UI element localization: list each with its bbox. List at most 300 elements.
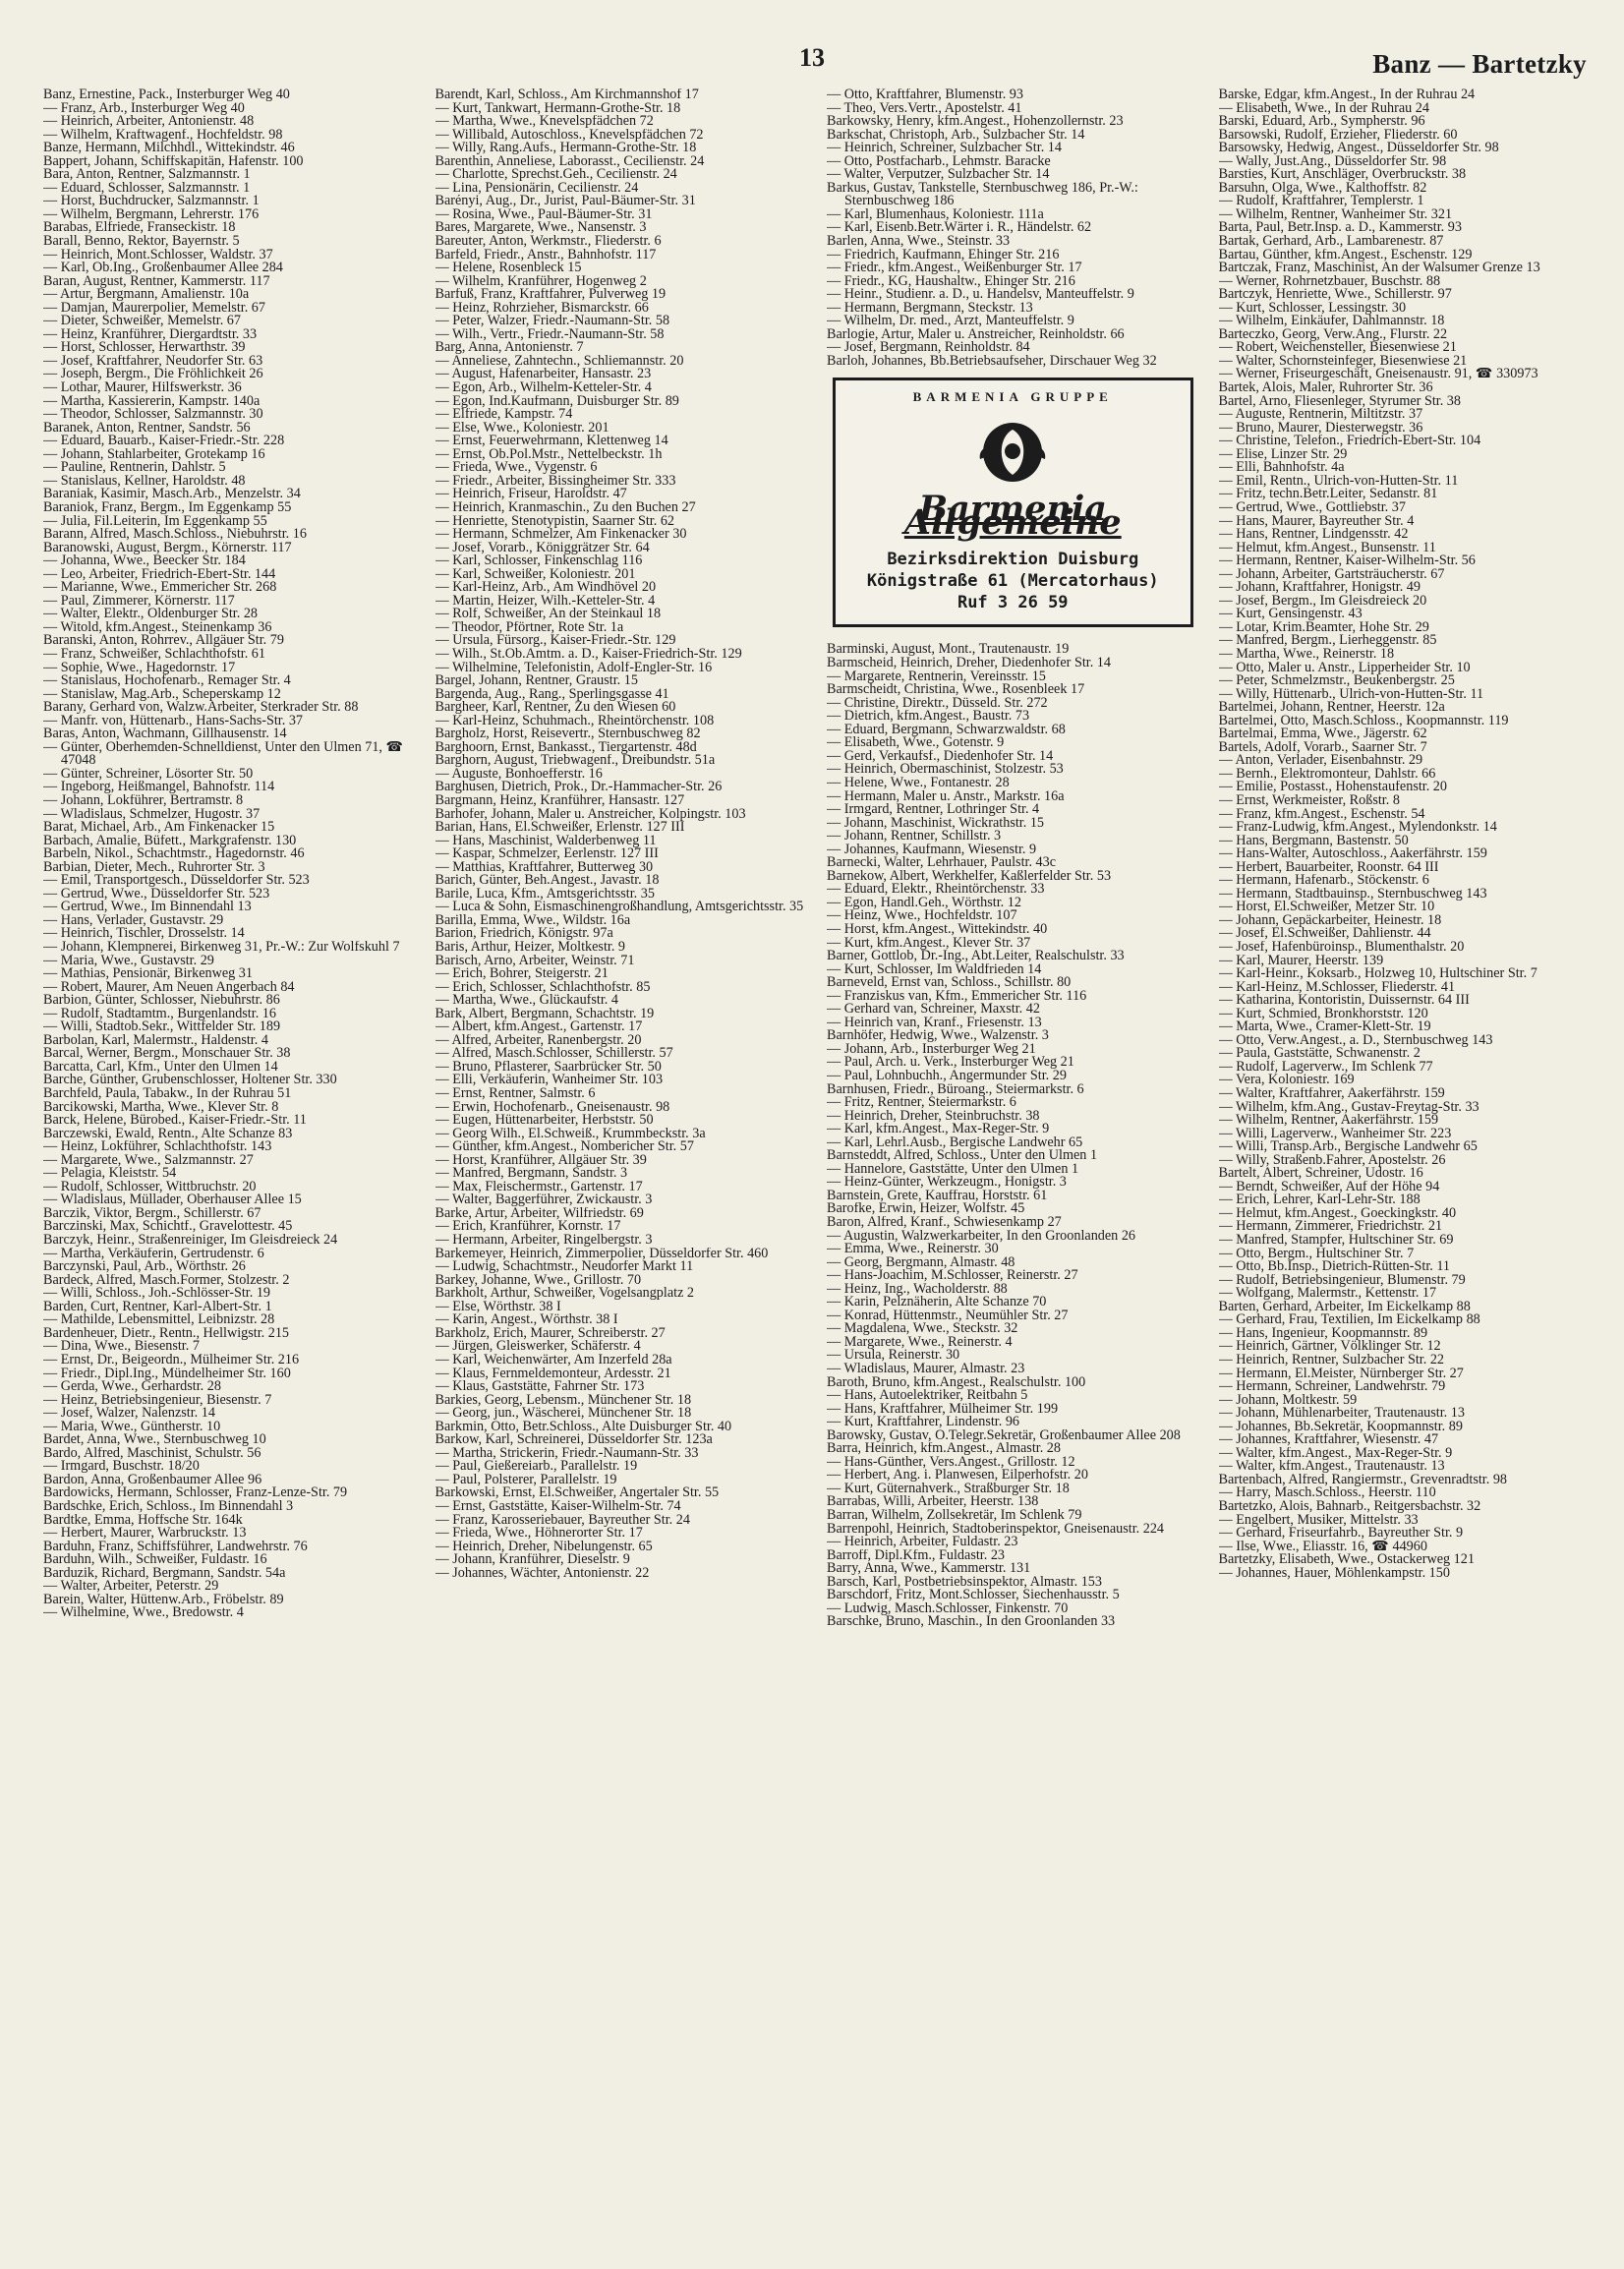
directory-entry: — Heinrich, Arbeiter, Antonienstr. 48 [43,115,255,129]
directory-entry: Baranek, Anton, Rentner, Sandstr. 56 [43,421,251,436]
directory-entry: Barschdorf, Fritz, Mont.Schlosser, Siechenhausstr. 5 [827,1589,1120,1602]
directory-entry: — Walter, Kraftfahrer, Aakerfährstr. 159 [1218,1087,1445,1101]
directory-entry: Barion, Friedrich, Königstr. 97a [435,927,613,941]
directory-entry: — Karl-Heinz, Arb., Am Windhövel 20 [435,581,657,595]
directory-entry: — Gertrud, Wwe., Im Binnendahl 13 [43,901,252,914]
directory-entry: — Ernst, Werkmeister, Roßstr. 8 [1218,793,1400,808]
directory-entry: Bardschke, Erich, Schloss., Im Binnendahl 3 [43,1499,294,1514]
directory-entry: — Elisabeth, Wwe., Gotenstr. 9 [827,736,1005,750]
directory-entry: — Margarete, Wwe., Reinerstr. 4 [827,1335,1013,1350]
directory-entry: Barofke, Erwin, Heizer, Wolfstr. 45 [827,1202,1025,1216]
directory-entry: — Otto, Kraftfahrer, Blumenstr. 93 [827,88,1023,102]
directory-entry: — Martha, Verkäuferin, Gertrudenstr. 6 [43,1247,264,1261]
directory-entry: Barczynski, Paul, Arb., Wörthstr. 26 [43,1260,246,1274]
directory-entry: — Walter, Verputzer, Sulzbacher Str. 14 [827,168,1050,182]
directory-entry: — Fritz, techn.Betr.Leiter, Sedanstr. 81 [1218,488,1438,501]
directory-entry: — Martha, Wwe., Glückaufstr. 4 [435,994,618,1008]
directory-entry: Barkemeyer, Heinrich, Zimmerpolier, Düsseldorfer Str. 460 [435,1247,769,1261]
directory-entry: — Heinrich, Obermaschinist, Stolzestr. 53 [827,763,1064,777]
directory-entry: — Erich, Schlosser, Schlachthofstr. 85 [435,980,651,995]
directory-entry: — Gertrud, Wwe., Düsseldorfer Str. 523 [43,887,270,902]
directory-entry: Baris, Arthur, Heizer, Moltkestr. 9 [435,941,626,955]
ad-office: Bezirksdirektion Duisburg [887,550,1139,570]
page-number: 13 [799,43,825,72]
directory-entry: — Karl, Weichenwärter, Am Inzerfeld 28a [435,1353,672,1367]
directory-entry: — Paul, Lohnbuchh., Angermunder Str. 29 [827,1069,1067,1083]
directory-entry: Barran, Wilhelm, Zollsekretär, Im Schlenk 79 [827,1509,1082,1523]
directory-entry: — Heinrich van, Kranf., Friesenstr. 13 [827,1016,1042,1030]
directory-entry: — Peter, Schmelzmstr., Beukenbergstr. 25 [1218,674,1455,688]
directory-entry: Barczik, Viktor, Bergm., Schillerstr. 67 [43,1206,261,1221]
directory-entry: — Kaspar, Schmelzer, Eerlenstr. 127 III [435,847,659,861]
directory-entry: — Karl-Heinr., Koksarb., Holzweg 10, Hultschiner Str. 7 [1218,967,1537,981]
directory-entry: — Eduard, Bergmann, Schwarzwaldstr. 68 [827,723,1066,737]
directory-entry: — Stanislaus, Hochofenarb., Remager Str. 4 [43,674,291,688]
directory-entry: — Horst, El.Schweißer, Metzer Str. 10 [1218,901,1435,914]
directory-entry: — Friedr., Arbeiter, Bissingheimer Str. 333 [435,474,676,489]
directory-entry: — Martha, Wwe., Knevelspfädchen 72 [435,115,654,129]
directory-entry: — Kurt, kfm.Angest., Klever Str. 37 [827,936,1031,951]
directory-entry: Barsuhn, Olga, Wwe., Kalthoffstr. 82 [1218,181,1427,196]
directory-entry: Bares, Margarete, Wwe., Nansenstr. 3 [435,221,647,236]
directory-entry: — Josef, El.Schweißer, Dahlienstr. 44 [1218,927,1431,941]
directory-entry: — Paul, Polsterer, Parallelstr. 19 [435,1473,617,1487]
directory-entry: Barta, Paul, Betr.Insp. a. D., Kammerstr. 93 [1218,221,1462,236]
directory-entry: — Witold, kfm.Angest., Steinenkamp 36 [43,620,272,635]
directory-entry: — Robert, Maurer, Am Neuen Angerbach 84 [43,980,295,995]
directory-entry: Barkey, Johanne, Wwe., Grillostr. 70 [435,1273,642,1288]
directory-entry: — Willy, Hüttenarb., Ulrich-von-Hutten-Str. 11 [1218,687,1484,702]
directory-entry: Barsch, Karl, Postbetriebsinspektor, Almastr. 153 [827,1575,1102,1590]
directory-entry: — Heinrich, Rentner, Sulzbacher Str. 22 [1218,1353,1445,1367]
column-4 [1219,88,1592,2251]
directory-entry: — Heinrich, Schreiner, Sulzbacher Str. 14 [827,142,1062,155]
directory-entry: — Dietrich, kfm.Angest., Baustr. 73 [827,710,1030,724]
directory-entry: — Klaus, Gaststätte, Fahrner Str. 173 [435,1380,645,1394]
directory-entry: — Heinz, Kranführer, Diergardtstr. 33 [43,327,258,342]
directory-entry: — Wilhelm, Rentner, Wanheimer Str. 321 [1218,207,1453,222]
directory-entry: — Hans, Bergmann, Bastenstr. 50 [1218,834,1409,848]
directory-entry: — Kurt, Schmied, Bronkhorststr. 120 [1218,1007,1428,1021]
directory-entry: — Walter, Elektr., Oldenburger Str. 28 [43,608,259,621]
directory-entry: — Wilhelm, Dr. med., Arzt, Manteuffelstr. 9 [827,315,1074,328]
directory-entry: — Josef, Kraftfahrer, Neudorfer Str. 63 [43,354,263,369]
directory-entry: Bartelmei, Otto, Masch.Schloss., Koopmannstr. 119 [1218,714,1509,728]
directory-entry: — Katharina, Kontoristin, Duissernstr. 64 III [1218,994,1470,1008]
directory-entry: Bartelmei, Johann, Rentner, Heerstr. 12a [1218,701,1445,715]
directory-entry: Barall, Benno, Rektor, Bayernstr. 5 [43,235,240,249]
directory-entry: — Dieter, Schweißer, Memelstr. 67 [43,315,241,328]
directory-entry: — Franz, Karosseriebauer, Bayreuther Str. 24 [435,1513,690,1528]
directory-entry: — Gerd, Verkaufsf., Diedenhofer Str. 14 [827,749,1054,764]
directory-entry: Barcal, Werner, Bergm., Monschauer Str. 38 [43,1047,291,1061]
directory-entry: Barlogie, Artur, Maler u. Anstreicher, Reinholdstr. 66 [827,327,1125,342]
directory-entry: — Otto, Maler u. Anstr., Lipperheider Str. 10 [1218,661,1471,675]
directory-entry: — Julia, Fil.Leiterin, Im Eggenkamp 55 [43,514,267,529]
directory-entry: — Josef, Bergmann, Reinholdstr. 84 [827,341,1030,355]
directory-entry: Barghorn, August, Triebwagenf., Dreibundstr. 51a [435,754,716,768]
directory-entry: — Christine, Direktr., Düsseld. Str. 272 [827,696,1048,711]
directory-entry: Barkholt, Arthur, Schweißer, Vogelsangplatz 2 [435,1287,695,1301]
directory-entry: — Karl, kfm.Angest., Max-Reger-Str. 9 [827,1123,1050,1136]
directory-entry: — Gertrud, Wwe., Gottliebstr. 37 [1218,500,1406,515]
directory-entry: — Alfred, Arbeiter, Ranenbergstr. 20 [435,1033,642,1048]
directory-entry: — Martha, Kassiererin, Kampstr. 140a [43,394,261,409]
directory-entry: — Joseph, Bergm., Die Fröhlichkeit 26 [43,368,263,382]
directory-entry: Bark, Albert, Bergmann, Schachtstr. 19 [435,1007,655,1021]
directory-entry: Barnhöfer, Hedwig, Wwe., Walzenstr. 3 [827,1029,1049,1043]
column-2 [435,88,808,2251]
directory-entry: Bardowicks, Hermann, Schlosser, Franz-Lenze-Str. 79 [43,1486,348,1500]
directory-entry: Bargel, Johann, Rentner, Graustr. 15 [435,674,638,688]
directory-entry: — Harry, Masch.Schloss., Heerstr. 110 [1218,1486,1436,1500]
directory-entry: — Kurt, Tankwart, Hermann-Grothe-Str. 18 [435,101,681,116]
directory-entry: Bartczyk, Henriette, Wwe., Schillerstr. 97 [1218,288,1452,302]
directory-entry: — Johannes, Hauer, Möhlenkampstr. 150 [1218,1566,1450,1581]
directory-entry: Banz, Ernestine, Pack., Insterburger Weg 40 [43,88,290,102]
directory-entry: — Karin, Angest., Wörthstr. 38 I [435,1313,618,1327]
directory-entry: Barry, Anna, Wwe., Kammerstr. 131 [827,1562,1031,1576]
directory-entry: Barnsteddt, Alfred, Schloss., Unter den Ulmen 1 [827,1149,1098,1163]
directory-entry: — Wilhelm, Rentner, Aakerfährstr. 159 [1218,1114,1439,1128]
directory-entry: — Hermann, Bergmann, Steckstr. 13 [827,301,1033,316]
directory-entry: Bargheer, Karl, Rentner, Zu den Wiesen 60 [435,701,676,715]
directory-entry: Bartelmai, Emma, Wwe., Jägerstr. 62 [1218,727,1427,741]
directory-entry: — Friedr., kfm.Angest., Weißenburger Str. 17 [827,262,1082,275]
directory-entry: Banze, Hermann, Milchhdl., Wittekindstr. 46 [43,142,295,155]
directory-entry: Barabas, Elfriede, Franseckistr. 18 [43,221,236,236]
directory-entry: — Kurt, Schlosser, Im Waldfrieden 14 [827,962,1042,977]
directory-entry: Barile, Luca, Kfm., Amtsgerichtsstr. 35 [435,887,655,902]
directory-entry: — Rudolf, Betriebsingenieur, Blumenstr. 79 [1218,1273,1466,1288]
directory-entry: — Heinz, Wwe., Hochfeldstr. 107 [827,909,1017,923]
directory-entry: Barten, Gerhard, Arbeiter, Im Eickelkamp 88 [1218,1300,1471,1314]
directory-entry: Barkschat, Christoph, Arb., Sulzbacher Str. 14 [827,128,1085,143]
directory-entry: Bardo, Alfred, Maschinist, Schulstr. 56 [43,1446,261,1461]
ad-address: Königstraße 61 (Mercatorhaus) [866,571,1159,592]
directory-entry: Baraniak, Kasimir, Masch.Arb., Menzelstr. 34 [43,488,301,501]
directory-entry: Barich, Günter, Beh.Angest., Javastr. 18 [435,874,660,888]
directory-entry: — Günter, Oberhemden-Schnelldienst, Unter den Ulmen 71, ☎ 47048 [43,740,404,768]
ad-group-label: BARMENIA GRUPPE [912,389,1113,405]
directory-entry: Barghusen, Dietrich, Prok., Dr.-Hammacher-Str. 26 [435,781,723,794]
directory-entry: — Friedr., KG, Haushaltw., Ehinger Str. 216 [827,274,1075,289]
directory-entry: — Marta, Wwe., Cramer-Klett-Str. 19 [1218,1020,1431,1034]
directory-entry: Barsowski, Rudolf, Erzieher, Fliederstr. 60 [1218,128,1458,143]
directory-entry: Barteczko, Georg, Verw.Ang., Flurstr. 22 [1218,327,1448,342]
directory-entry: — Frieda, Wwe., Vygenstr. 6 [435,461,598,475]
directory-entry: — Friedrich, Kaufmann, Ehinger Str. 216 [827,248,1060,262]
directory-entry: — Manfred, Bergmann, Sandstr. 3 [435,1167,628,1181]
directory-entry: Bardenheuer, Dietr., Rentn., Hellwigstr. 215 [43,1326,290,1341]
directory-entry: — Otto, Bergm., Hultschiner Str. 7 [1218,1247,1415,1261]
directory-entry: Barcatta, Carl, Kfm., Unter den Ulmen 14 [43,1060,278,1075]
directory-entry: — Heinz-Günter, Werkzeugm., Honigstr. 3 [827,1176,1067,1190]
directory-entry: — Gerhard, Frau, Textilien, Im Eickelkamp 88 [1218,1313,1480,1327]
directory-entry: — Artur, Bergmann, Amalienstr. 10a [43,288,250,302]
directory-entry: — Ernst, Rentner, Salmstr. 6 [435,1087,596,1101]
directory-entry: — Heinrich, Tischler, Drosselstr. 14 [43,927,245,941]
directory-entry: — Ludwig, Masch.Schlosser, Finkenstr. 70 [827,1601,1069,1616]
directory-entry: Barian, Hans, El.Schweißer, Erlenstr. 127 III [435,821,685,835]
directory-entry: Bartau, Günther, kfm.Angest., Eschenstr. 129 [1218,248,1473,262]
directory-entry: — Wilhelm, Kranführer, Hogenweg 2 [435,274,647,289]
directory-entry: — Johann, Arbeiter, Gartsträucherstr. 67 [1218,567,1445,582]
directory-entry: — Johann, Kraftfahrer, Honigstr. 49 [1218,581,1421,595]
directory-entry: — Bernh., Elektromonteur, Dahlstr. 66 [1218,767,1436,782]
directory-entry: — Georg, Bergmann, Almastr. 48 [827,1255,1015,1270]
directory-entry: Barkies, Georg, Lebensm., Münchener Str. 18 [435,1393,692,1408]
directory-entry: Barsowsky, Hedwig, Angest., Düsseldorfer Str. 98 [1218,142,1499,155]
directory-entry: Barat, Michael, Arb., Am Finkenacker 15 [43,821,275,835]
directory-entry: — Helmut, kfm.Angest., Bunsenstr. 11 [1218,541,1436,555]
barmenia-logo-icon [968,408,1057,496]
directory-entry: Barck, Helene, Bürobed., Kaiser-Friedr.-Str. 11 [43,1114,307,1128]
directory-entry: — Walter, Baggerführer, Zwickaustr. 3 [435,1193,653,1207]
directory-entry: — Hermann, Schreiner, Landwehrstr. 79 [1218,1380,1446,1394]
directory-entry: — Johann, Lokführer, Bertramstr. 8 [43,793,244,808]
directory-entry: — Stanislaus, Kellner, Haroldstr. 48 [43,474,246,489]
directory-entry: Barilla, Emma, Wwe., Wildstr. 16a [435,913,631,928]
ad-phone: Ruf 3 26 59 [957,593,1069,613]
directory-entry: Barnecki, Walter, Lehrhauer, Paulstr. 43c [827,856,1057,870]
directory-entry: — Bruno, Pflasterer, Saarbrücker Str. 50 [435,1060,662,1075]
directory-entry: — Alfred, Masch.Schlosser, Schillerstr. 57 [435,1047,673,1061]
directory-entry: Baraniok, Franz, Bergm., Im Eggenkamp 55 [43,500,292,515]
directory-entry: — Ernst, Ob.Pol.Mstr., Nettelbeckstr. 1h [435,447,663,462]
directory-entry: — Ursula, Reinerstr. 30 [827,1349,960,1364]
directory-entry: — Karl, Schweißer, Koloniestr. 201 [435,567,636,582]
directory-entry: Baras, Anton, Wachmann, Gillhausenstr. 14 [43,727,287,741]
directory-entry: — Heinrich, Arbeiter, Fuldastr. 23 [827,1536,1018,1549]
directory-entry: — Karin, Pelznäherin, Alte Schanze 70 [827,1296,1047,1309]
directory-entry: — Wilh., St.Ob.Amtm. a. D., Kaiser-Friedrich-Str. 129 [435,647,742,662]
directory-entry: — Maria, Wwe., Gustavstr. 29 [43,954,214,968]
directory-entry: — Josef, Walzer, Nalenzstr. 14 [43,1407,215,1421]
directory-entry: Bardtke, Emma, Hoffsche Str. 164k [43,1513,243,1528]
directory-entry: — Lothar, Maurer, Hilfswerkstr. 36 [43,381,242,395]
directory-entry: Barein, Walter, Hüttenw.Arb., Fröbelstr. 89 [43,1593,284,1607]
directory-entry: — Margarete, Rentnerin, Vereinsstr. 15 [827,669,1046,684]
directory-entry: Bartel, Arno, Fliesenleger, Styrumer Str. 38 [1218,394,1461,409]
directory-entry: — Willy, Rang.Aufs., Hermann-Grothe-Str. 18 [435,142,697,155]
directory-entry: Barkmin, Otto, Betr.Schloss., Alte Duisburger Str. 40 [435,1420,732,1434]
directory-entry: — Heinrich, Dreher, Steinbruchstr. 38 [827,1109,1040,1124]
directory-entry: — Willi, Lagerverw., Wanheimer Str. 223 [1218,1127,1452,1141]
directory-entry: — Franz-Ludwig, kfm.Angest., Mylendonkstr. 14 [1218,821,1497,835]
directory-entry: — Mathilde, Lebensmittel, Leibnizstr. 28 [43,1313,275,1327]
directory-entry: — Martin, Heizer, Wilh.-Ketteler-Str. 4 [435,594,656,609]
directory-entry: — Paula, Gaststätte, Schwanenstr. 2 [1218,1047,1421,1061]
directory-entry: Barbian, Dieter, Mech., Ruhrorter Str. 3 [43,860,265,875]
directory-entry: — Josef, Vorarb., Königgrätzer Str. 64 [435,541,650,555]
directory-entry: — Wilhelm, Bergmann, Lehrerstr. 176 [43,207,260,222]
directory-entry: — Friedr., Dipl.Ing., Mündelheimer Str. 160 [43,1367,291,1381]
directory-entry: Barghoorn, Ernst, Bankasst., Tiergartenstr. 48d [435,740,697,755]
directory-entry: — Irmgard, Buschstr. 18/20 [43,1460,200,1474]
directory-entry: — Pelagia, Kleiststr. 54 [43,1167,177,1181]
directory-entry: — Egon, Arb., Wilhelm-Ketteler-Str. 4 [435,381,652,395]
directory-entry: Barrabas, Willi, Arbeiter, Heerstr. 138 [827,1495,1039,1510]
directory-entry: — Hans, Maurer, Bayreuther Str. 4 [1218,514,1415,529]
directory-entry: Bartenbach, Alfred, Rangiermstr., Grevenradtstr. 98 [1218,1473,1508,1487]
directory-entry: Barkus, Gustav, Tankstelle, Sternbuschweg 186, Pr.-W.: Sternbuschweg 186 [827,181,1138,208]
directory-entry: — Wilhelmine, Telefonistin, Adolf-Engler-Str. 16 [435,661,713,675]
directory-entry: — Manfred, Bergm., Lierheggenstr. 85 [1218,634,1437,648]
directory-entry: — Ursula, Fürsorg., Kaiser-Friedr.-Str. 129 [435,634,676,648]
directory-entry: — Gerhard van, Schreiner, Maxstr. 42 [827,1003,1040,1017]
directory-entry: Barche, Günther, Grubenschlosser, Holtener Str. 330 [43,1074,337,1088]
directory-entry: — Elli, Bahnhofstr. 4a [1218,461,1345,475]
directory-entry: — Rosina, Wwe., Paul-Bäumer-Str. 31 [435,207,653,222]
directory-entry: — Heinrich, Dreher, Nibelungenstr. 65 [435,1540,653,1554]
directory-entry: Barke, Artur, Arbeiter, Wilfriedstr. 69 [435,1206,644,1221]
directory-entry: — Karl, Maurer, Heerstr. 139 [1218,954,1384,968]
directory-entry: — Rudolf, Lagerverw., Im Schlenk 77 [1218,1060,1433,1075]
directory-entry: — Rudolf, Schlosser, Wittbruchstr. 20 [43,1180,257,1194]
directory-entry: — Hans-Günther, Vers.Angest., Grillostr. 12 [827,1455,1075,1470]
directory-entry: — Leo, Arbeiter, Friedrich-Ebert-Str. 144 [43,567,276,582]
directory-entry: — Eduard, Elektr., Rheintörchenstr. 33 [827,883,1045,897]
directory-entry: Barkowsky, Henry, kfm.Angest., Hohenzollernstr. 23 [827,115,1124,129]
directory-entry: — Heinrich, Friseur, Haroldstr. 47 [435,488,627,501]
directory-entry: — Matthias, Kraftfahrer, Butterweg 30 [435,860,654,875]
directory-entry: Barchfeld, Paula, Tabakw., In der Ruhrau 51 [43,1087,292,1101]
directory-entry: Bara, Anton, Rentner, Salzmannstr. 1 [43,168,251,182]
directory-entry: — Georg Wilh., El.Schweiß., Krummbeckstr. 3a [435,1127,706,1141]
directory-entry: Barrenpohl, Heinrich, Stadtoberinspektor, Gneisenaustr. 224 [827,1522,1165,1537]
directory-entry: — Johannes, Bb.Sekretär, Koopmannstr. 89 [1218,1420,1463,1434]
directory-entry: — Otto, Bb.Insp., Dietrich-Rütten-Str. 11 [1218,1260,1451,1274]
directory-entry: — Werner, Friseurgeschäft, Gneisenaustr. 91, ☎ 330973 [1218,368,1538,382]
directory-entry: — Horst, kfm.Angest., Wittekindstr. 40 [827,922,1048,937]
directory-entry: — Johann, Kranführer, Dieselstr. 9 [435,1553,630,1567]
directory-entry: — Johann, Gepäckarbeiter, Heinestr. 18 [1218,913,1442,928]
directory-entry: Barczewski, Ewald, Rentn., Alte Schanze 83 [43,1127,293,1141]
directory-entry: — Max, Fleischermstr., Gartenstr. 17 [435,1180,643,1194]
directory-entry: — Auguste, Rentnerin, Miltitzstr. 37 [1218,408,1423,422]
directory-entry: — Hermann, Schmelzer, Am Finkenacker 30 [435,528,687,542]
directory-entry: Bargholz, Horst, Reisevertr., Sternbuschweg 82 [435,727,701,741]
directory-entry: Barg, Anna, Antonienstr. 7 [435,341,584,355]
directory-entry: — Sophie, Wwe., Hagedornstr. 17 [43,661,236,675]
directory-entry: — Rolf, Schweißer, An der Steinkaul 18 [435,608,662,621]
directory-entry: — Wilhelm, Kraftwagenf., Hochfeldstr. 98 [43,128,283,143]
directory-entry: Bardet, Anna, Wwe., Sternbuschweg 10 [43,1433,266,1447]
directory-entry: — Willibald, Autoschloss., Knevelspfädchen 72 [435,128,704,143]
directory-entry: — Walter, Schornsteinfeger, Biesenwiese 21 [1218,354,1468,369]
directory-entry: — Eugen, Hüttenarbeiter, Herbststr. 50 [435,1114,654,1128]
directory-entry: — Manfr. von, Hüttenarb., Hans-Sachs-Str. 37 [43,714,304,728]
directory-entry: — Frieda, Wwe., Höhnerorter Str. 17 [435,1527,643,1541]
directory-entry: — Margarete, Wwe., Salzmannstr. 27 [43,1153,254,1168]
directory-entry: — Stanislaw, Mag.Arb., Scheperskamp 12 [43,687,281,702]
directory-entry: — Elise, Linzer Str. 29 [1218,447,1348,462]
directory-entry: — Ingeborg, Heißmangel, Bahnofstr. 114 [43,781,275,794]
directory-entry: — Hans-Walter, Autoschloss., Aakerfährstr. 159 [1218,847,1487,861]
directory-columns [43,88,1591,2251]
directory-entry: — Else, Wwe., Koloniestr. 201 [435,421,609,436]
directory-entry: — Anton, Verlader, Eisenbahnstr. 29 [1218,754,1423,768]
directory-entry: — Ludwig, Schachtmstr., Neudorfer Markt 11 [435,1260,694,1274]
directory-entry: — Wally, Just.Ang., Düsseldorfer Str. 98 [1218,154,1447,169]
directory-entry: Barényi, Aug., Dr., Jurist, Paul-Bäumer-Str. 31 [435,195,696,208]
directory-entry: Barczyk, Heinr., Straßenreiniger, Im Gleisdreieck 24 [43,1234,338,1248]
directory-entry: — Johann, Mühlenarbeiter, Trautenaustr. 13 [1218,1407,1465,1421]
directory-entry: — Helene, Rosenbleck 15 [435,262,582,275]
directory-entry: — Herbert, Ang. i. Planwesen, Eilperhofstr. 20 [827,1469,1088,1483]
directory-entry: — Heinrich, Mont.Schlosser, Waldstr. 37 [43,248,273,262]
directory-entry: — Hermann, Rentner, Kaiser-Wilhelm-Str. 56 [1218,554,1476,568]
directory-entry: — Otto, Postfacharb., Lehmstr. Baracke [827,154,1051,169]
directory-entry: Barloh, Johannes, Bb.Betriebsaufseher, Dirschauer Weg 32 [827,354,1157,369]
directory-entry: — Peter, Walzer, Friedr.-Naumann-Str. 58 [435,315,670,328]
directory-entry: Barenthin, Anneliese, Laborasst., Cecilienstr. 24 [435,154,705,169]
directory-entry: — Karl, Lehrl.Ausb., Bergische Landwehr 65 [827,1135,1083,1150]
directory-entry: — Johann, Arb., Insterburger Weg 21 [827,1042,1036,1057]
directory-entry: — Günter, Schreiner, Lösorter Str. 50 [43,767,254,782]
directory-entry: — Heinrich, Kranmaschin., Zu den Buchen 27 [435,500,696,515]
directory-entry: Bartek, Alois, Maler, Ruhrorter Str. 36 [1218,381,1433,395]
directory-entry: — Johann, Stahlarbeiter, Grotekamp 16 [43,447,265,462]
directory-entry: — Johann, Moltkestr. 59 [1218,1393,1358,1408]
directory-entry: — Hermann, Arbeiter, Ringelbergstr. 3 [435,1234,653,1248]
directory-entry: Barroff, Dipl.Kfm., Fuldastr. 23 [827,1548,1006,1563]
directory-entry: — Pauline, Rentnerin, Dahlstr. 5 [43,461,226,475]
directory-entry: — Paul, Arch. u. Verk., Insterburger Weg 21 [827,1056,1074,1070]
directory-entry: Bartelt, Albert, Schreiner, Udostr. 16 [1218,1167,1423,1181]
directory-entry: — Johannes, Wächter, Antonienstr. 22 [435,1566,650,1581]
directory-entry: — Manfred, Stampfer, Hultschiner Str. 69 [1218,1234,1454,1248]
directory-entry: — Hans, Verlader, Gustavstr. 29 [43,913,224,928]
directory-entry: — Wladislaus, Müllader, Oberhauser Allee 15 [43,1193,302,1207]
directory-entry: Barner, Gottlob, Dr.-Ing., Abt.Leiter, Realschulstr. 33 [827,950,1125,963]
directory-entry: Bartetzky, Elisabeth, Wwe., Ostackerweg 121 [1218,1553,1475,1567]
running-head: Banz — Bartetzky [1372,49,1587,79]
directory-entry: — Horst, Schlosser, Herwarthstr. 39 [43,341,246,355]
directory-entry: — Else, Wörthstr. 38 I [435,1300,561,1314]
directory-entry: — Franz, kfm.Angest., Eschenstr. 54 [1218,807,1425,822]
directory-entry: Barduzik, Richard, Bergmann, Sandstr. 54a [43,1566,286,1581]
directory-entry: Barcikowski, Martha, Wwe., Klever Str. 8 [43,1100,279,1115]
directory-entry: — Anneliese, Zahntechn., Schliemannstr. 20 [435,354,684,369]
directory-entry: — Theodor, Schlosser, Salzmannstr. 30 [43,408,263,422]
directory-entry: Barann, Alfred, Masch.Schloss., Niebuhrstr. 16 [43,528,307,542]
directory-entry: — Hans, Ingenieur, Koopmannstr. 89 [1218,1326,1428,1341]
directory-entry: — Theodor, Pförtner, Rote Str. 1a [435,620,624,635]
directory-entry: — Willi, Stadtob.Sekr., Wittfelder Str. 189 [43,1020,281,1034]
directory-entry: — Christine, Telefon., Friedrich-Ebert-Str. 104 [1218,435,1481,448]
directory-entry: — Dina, Wwe., Biesenstr. 7 [43,1340,200,1354]
directory-entry: Barduhn, Franz, Schiffsführer, Landwehrstr. 76 [43,1540,308,1554]
directory-entry: — Egon, Handl.Geh., Wörthstr. 12 [827,896,1021,910]
directory-entry: — Engelbert, Musiker, Mittelstr. 33 [1218,1513,1419,1528]
directory-entry: — Heinz, Rohrzieher, Bismarckstr. 66 [435,301,649,316]
directory-entry: — Johannes, Kaufmann, Wiesenstr. 9 [827,843,1037,857]
directory-entry: — Georg, jun., Wäscherei, Münchener Str. 18 [435,1407,692,1421]
directory-entry: — Albert, kfm.Angest., Gartenstr. 17 [435,1020,643,1034]
directory-entry: — Johann, Maschinist, Wickrathstr. 15 [827,816,1045,831]
directory-entry: Barnstein, Grete, Kauffrau, Horststr. 61 [827,1189,1048,1203]
directory-entry: — Luca & Sohn, Eismaschinengroßhandlung, Amtsgerichtsstr. 35 [435,901,804,914]
directory-entry: — Hans-Joachim, M.Schlosser, Reinerstr. 27 [827,1269,1078,1283]
directory-entry: — Emilie, Postasst., Hohenstaufenstr. 20 [1218,781,1447,794]
directory-entry: — Josef, Hafenbüroinsp., Blumenthalstr. 20 [1218,941,1465,955]
directory-entry: Bargenda, Aug., Rang., Sperlingsgasse 41 [435,687,669,702]
directory-entry: — Emma, Wwe., Reinerstr. 30 [827,1243,999,1256]
directory-entry: Barisch, Arno, Arbeiter, Weinstr. 71 [435,954,635,968]
barmenia-advertisement [833,378,1193,627]
